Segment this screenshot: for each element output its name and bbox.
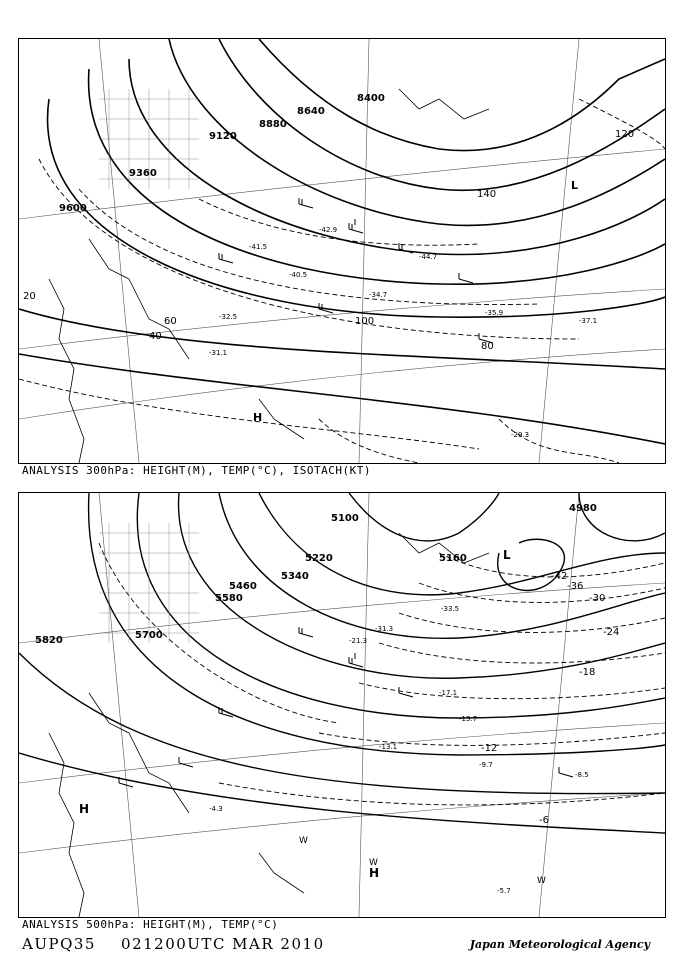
isotherm-label: -24 (603, 627, 620, 638)
isotach-label: 120 (615, 129, 635, 140)
map-300hpa-svg (19, 39, 665, 463)
temp-label: -13.7 (459, 715, 478, 723)
temp-label: -37.1 (579, 317, 598, 325)
height-label: 9600 (59, 203, 87, 214)
height-label: 8880 (259, 119, 287, 130)
temp-label: -33.5 (441, 605, 460, 613)
temp-labels (209, 226, 597, 439)
temp-label: -13.1 (379, 743, 398, 751)
height-label: 5460 (229, 581, 257, 592)
temp-label: -4.3 (209, 805, 223, 813)
warm-center: W (537, 876, 546, 886)
isotherm-label: -6 (539, 815, 549, 826)
warm-center: W (369, 858, 378, 868)
isotherm-label: -36 (567, 581, 584, 592)
temp-label: -8.5 (575, 771, 589, 779)
height-label: 9120 (209, 131, 237, 142)
map-panel-300hpa (18, 38, 666, 464)
warm-center: W (299, 836, 308, 846)
graticule (19, 493, 665, 917)
coastline (49, 533, 489, 917)
height-label: 8640 (297, 106, 325, 117)
map-500hpa-svg (19, 493, 665, 917)
temp-label: -32.5 (219, 313, 238, 321)
chart-datetime: 021200UTC MAR 2010 (121, 935, 325, 953)
temp-label: -29.3 (511, 431, 530, 439)
map-panel-500hpa (18, 492, 666, 918)
high-pressure-center: H (253, 411, 263, 424)
caption-300hpa: ANALYSIS 300hPa: HEIGHT(M), TEMP(°C), ISOTACH(KT) (22, 464, 372, 477)
height-label: 5160 (439, 553, 467, 564)
temp-label: -17.1 (439, 689, 458, 697)
height-label: 5580 (215, 593, 243, 604)
temp-label: -42.9 (319, 226, 338, 234)
agency-name: Japan Meteorological Agency (469, 938, 650, 951)
isotach-label: 20 (23, 291, 36, 302)
caption-500hpa: ANALYSIS 500hPa: HEIGHT(M), TEMP(°C) (22, 918, 279, 931)
height-label: 4980 (569, 503, 597, 514)
height-contours (19, 493, 665, 833)
low-pressure-center: L (571, 179, 579, 192)
temp-label: -31.1 (209, 349, 228, 357)
graticule (19, 39, 665, 463)
isotach-label: 100 (355, 316, 375, 327)
temp-label: -21.3 (349, 637, 368, 645)
temp-label: -35.9 (485, 309, 504, 317)
height-label: 5700 (135, 630, 163, 641)
isotherm-labels (481, 571, 619, 826)
height-label: 9360 (129, 168, 157, 179)
height-label: 5100 (331, 513, 359, 524)
low-pressure-center: L (503, 548, 511, 562)
height-labels (35, 503, 597, 646)
chart-header (22, 935, 325, 953)
height-label: 5220 (305, 553, 333, 564)
high-pressure-center: H (369, 866, 380, 880)
isotherm-label: -12 (481, 743, 498, 754)
height-contours (19, 39, 665, 444)
height-label: 5820 (35, 635, 63, 646)
temp-label: -41.5 (249, 243, 268, 251)
high-pressure-center: H (79, 802, 90, 816)
isotherm-label: -30 (589, 593, 606, 604)
temp-label: -5.7 (497, 887, 511, 895)
isotach-label: 140 (477, 189, 497, 200)
temp-label: -44.7 (419, 253, 438, 261)
temp-label: -31.3 (375, 625, 394, 633)
chart-code: AUPQ35 (22, 935, 96, 953)
warm-centers (299, 836, 546, 886)
isotach-label: 60 (164, 316, 177, 327)
isotherm-label: -42 (551, 571, 568, 582)
isotach-label: 80 (481, 341, 494, 352)
temp-label: -34.7 (369, 291, 388, 299)
pressure-centers (253, 179, 578, 424)
isotach-label: 40 (149, 331, 162, 342)
height-label: 5340 (281, 571, 309, 582)
height-label: 8400 (357, 93, 385, 104)
pressure-centers (79, 548, 511, 880)
isotherm-label: -18 (579, 667, 596, 678)
temp-label: -9.7 (479, 761, 493, 769)
temp-label: -40.5 (289, 271, 308, 279)
